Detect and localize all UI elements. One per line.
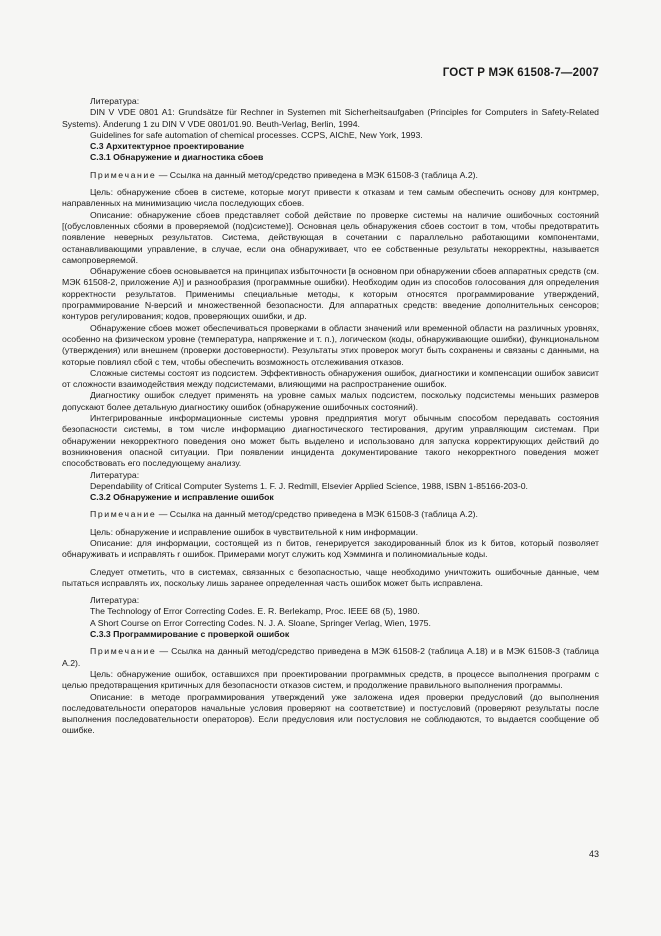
subsection-title: С.3.3 Программирование с проверкой ошибок	[90, 629, 290, 640]
literature-ref: A Short Course on Error Correcting Codes. N. J. A. Sloane, Springer Verlag, Wien, 1975.	[90, 617, 431, 628]
section-title: С.3 Архитектурное проектирование	[90, 141, 245, 152]
paragraph: Интегрированные информационные системы уровня предприятия могут обычным способом передавать состояния безопасности системы, в том числе информацию диагностического тестирования, другим управляющим системам. При обнаружении некорректного поведения оно может быть выделено и использовано для запуска корректирующих действий до возникновения опасной ситуации. При появлении инцидента документирование такого некорректного поведения может способствовать его последующему анализу.	[62, 413, 599, 469]
note-label: Примечание	[90, 169, 157, 180]
literature-ref: Guidelines for safe automation of chemical processes. CCPS, AIChE, New York, 1993.	[90, 129, 423, 140]
paragraph: Обнаружение сбоев основывается на принципах избыточности [в основном при обнаружении сбоев аппаратных средств (см. МЭК 61508-2, приложение А)] и разнообразия (программные ошибки). Необходим один из способов голосования для определения корректности результатов. Применимы специальные методы, к которым относятся программирование утверждений, программирование N-версий и множественной безопасности. Для аппаратных средств: введение дополнительных сенсоров; контуров регулирования; кодов, проверяющих ошибки, и др.	[62, 266, 599, 322]
paragraph: Описание: для информации, состоящей из n битов, генерируется закодированный блок из k битов, который позволяет обнаруживать и исправлять r ошибок. Примерами могут служить код Хэмминга и полиномиальные коды.	[62, 537, 599, 560]
literature-label: Литература:	[90, 96, 140, 106]
paragraph: Диагностику ошибок следует применять на уровне самых малых подсистем, поскольку подсистемы меньших размеров допускают более детальную диагностику ошибок (обнаружение ошибочных состояний).	[62, 390, 599, 412]
paragraph: Следует отметить, что в системах, связанных с безопасностью, чаще необходимо уничтожить ошибочные данные, чем пытаться исправлять их, поскольку лишь заранее определенная часть ошибок может быть исправлена.	[62, 566, 599, 588]
note	[62, 646, 599, 669]
literature-ref: Dependability of Critical Computer Systems 1. F. J. Redmill, Elsevier Applied Science, 1988, ISBN 1-85166-203-0.	[90, 480, 528, 491]
paragraph: Цель: обнаружение сбоев в системе, которые могут привести к отказам и тем самым обеспечить основу для контрмер, направленных на минимизацию числа последующих сбоев.	[62, 187, 599, 209]
paragraph: Цель: обнаружение и исправление ошибок в чувствительной к ним информации.	[90, 526, 418, 537]
paragraph: Обнаружение сбоев может обеспечиваться проверками в области значений или временной области на различных уровнях, особенно на физическом уровне (температура, напряжение и т. п.), логическом (коды, обнаруживающие ошибки), функциональном (утверждения) или внешнем (проверки достоверности). Результаты этих проверок могут быть сохранены и связаны с данными, на которые повлиял сбой с тем, чтобы обеспечить возможность отслеживания отказов.	[62, 322, 599, 367]
note-label: Примечание	[90, 646, 157, 657]
paragraph: Сложные системы состоят из подсистем. Эффективность обнаружения ошибок, диагностики и компенсации ошибок зависит от сложности взаимодействия между подсистемами, влияющими на распространение ошибок.	[62, 367, 599, 390]
document-header: ГОСТ Р МЭК 61508-7—2007	[442, 67, 599, 79]
literature-label: Литература:	[90, 595, 140, 606]
paragraph: Цель: обнаружение ошибок, оставшихся при проектировании программных средств, в процессе выполнения программ с целью предотвращения критичных для безопасности отказов систем, и продолжение правильного выполнения программы.	[62, 668, 599, 691]
literature-ref: The Technology of Error Correcting Codes. E. R. Berlekamp, Proc. IEEE 68 (5), 1980.	[90, 606, 420, 617]
paragraph: Описание: обнаружение сбоев представляет собой действие по проверке системы на наличие ошибочных состояний [(обусловленных сбоями в проверяемой (под)системе)]. Основная цель обнаружения сбоев состоит в том, чтобы предотвратить появление неверных результатов. Система, действующая в сочетании с параллельно работающими компонентами, останавливающими управление, в случае, если она обнаруживает, что ее собственные результаты некорректны, называется самопроверяемой.	[62, 209, 599, 265]
paragraph: Описание: в методе программирования утверждений уже заложена идея проверки предусловий (до выполнения последовательности операторов начальные условия проверяют на соответствие) и постусловий (проверяют результаты после выполнения последовательности операторов). Если предусловия или постусловия не соблюдаются, то выдается сообщение об ошибке.	[62, 691, 599, 736]
note	[62, 509, 599, 520]
literature-ref: DIN V VDE 0801 A1: Grundsätze für Rechner in Systemen mit Sicherheitsaufgaben (Principles for Computers in Safety-Related Systems). Änderung 1 zu DIN V VDE 0801/01.90. Beuth-Verlag, Berlin, 1994.	[62, 107, 599, 129]
page-content	[62, 96, 599, 737]
subsection-title: С.3.2 Обнаружение и исправление ошибок	[90, 492, 274, 503]
note-text: — Ссылка на данный метод/средство приведена в МЭК 61508-3 (таблица А.2).	[156, 169, 478, 180]
literature-label: Литература:	[90, 469, 140, 480]
subsection-title: С.3.1 Обнаружение и диагностика сбоев	[90, 152, 264, 163]
note-text: — Ссылка на данный метод/средство приведена в МЭК 61508-2 (таблица А.18) и в МЭК 61508-3 (таблица А.2).	[62, 646, 599, 668]
note-text: — Ссылка на данный метод/средство приведена в МЭК 61508-3 (таблица А.2).	[156, 509, 478, 520]
note-label: Примечание	[90, 509, 157, 520]
note	[62, 170, 599, 181]
page-number: 43	[588, 849, 599, 859]
